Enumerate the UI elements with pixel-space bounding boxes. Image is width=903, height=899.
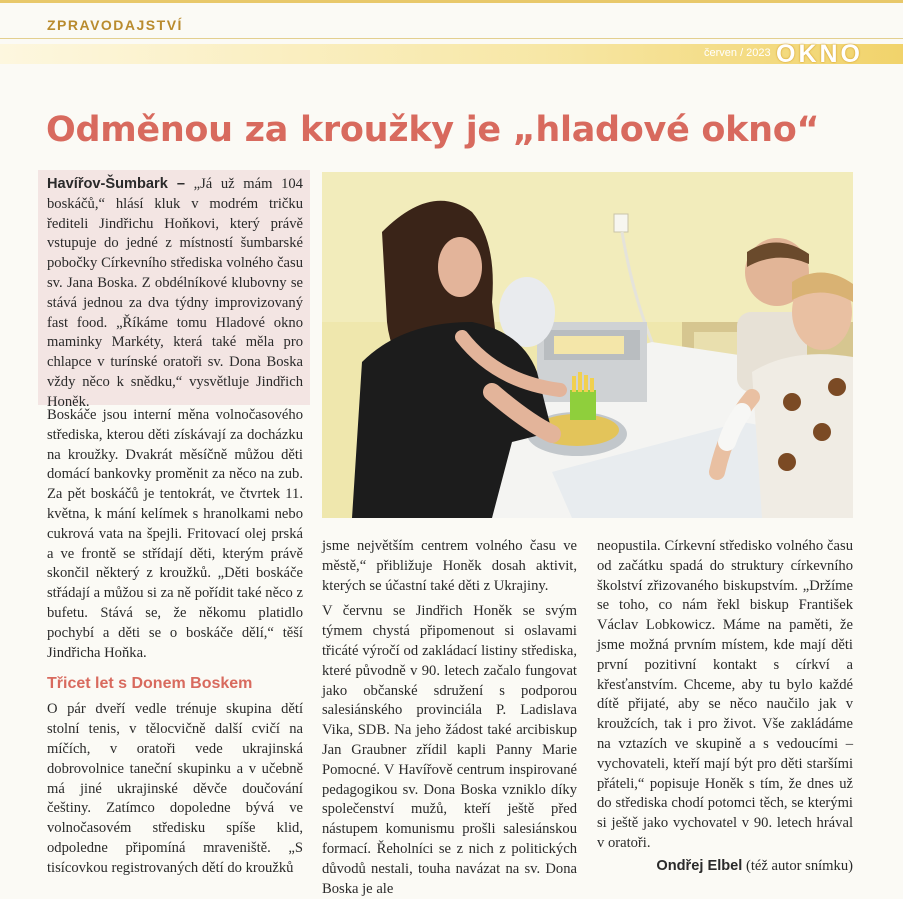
byline-author: Ondřej Elbel [656, 858, 743, 874]
paragraph-3-continued: neopustila. Církevní středisko volného času od začátku spadá do struktury církevního školství zřizovaného biskupstvím. „Držíme se toho, co nám řekl biskup František Václav Lobkowicz. Máme na paměti, že jsme možná prvním místem, kde mají děti první pozitivní kontakt s církví a křesťanstvím. Chceme, aby tu bylo každé dítě přijaté, aby se něco naučilo jak v kroužcích, tak i pro život. Vše zakládáme na vztazích ve skupině a s vedoucími – vychovateli, kteří mají být pro děti staršími přáteli,“ popisuje Honěk s tím, že dnes už do střediska chodí potomci těch, se kterými si ještě jako vychovatel v 90. letech hrával v oratoři. [597, 538, 853, 851]
column-1 [47, 406, 303, 879]
column-2 [322, 537, 577, 899]
issue-date: červen / 2023 [704, 47, 771, 59]
photo-illustration [322, 172, 853, 518]
article-photo [322, 172, 853, 518]
article-headline: Odměnou za kroužky je „hladové okno“ [46, 110, 820, 150]
subheading: Třicet let s Donem Boskem [47, 675, 253, 693]
paragraph-1: Boskáče jsou interní měna volnočasového střediska, kterou děti získávají za docházku na kroužky. Dvakrát měsíčně můžou děti domácí bankovky proměnit za něco na zub. Za pět boskáčů je tentokrát, ve čtvrtek 11. května, k mání kelímek s hranolkami nebo cukrová vata na špejli. Fritovací olej prská a ve frontě se střídají děti, kterým právě skončil některý z kroužků. „Děti boskáče střádají a můžou si za ně pořídit také něco z bufetu. Stává se, že někomu platidlo pochybí a děti se o boskáče dělí,“ těší Jindřicha Hoňka. [47, 407, 303, 661]
lead-place: Havířov-Šumbark – [47, 176, 185, 192]
section-label: ZPRAVODAJSTVÍ [47, 17, 183, 33]
column-3 [597, 537, 853, 854]
byline-note: (též autor snímku) [746, 858, 853, 874]
magazine-name: OKNO [776, 40, 863, 68]
paragraph-3: V červnu se Jindřich Honěk se svým týmem chystá připomenout si oslavami třicáté výročí od zakládací listiny střediska, které původně v 90. letech začalo fungovat jako občanské sdružení s podporou salesiánského provinciála P. Ladislava Vika, SDB. Na jeho žádost také arcibiskup Jan Graubner zřídil kapli Panny Marie Pomocné. V Havířově centrum inspirované pedagogikou sv. Dona Boska vzniklo díky společenství mužů, kteří ještě před nástupem komunismu prošli salesiánskou formací. Řeholníci se z nich z politických důvodů nestali, touha navázat na sv. Dona Boska je ale [322, 603, 577, 897]
paragraph-2: O pár dveří vedle trénuje skupina dětí stolní tenis, v tělocvičně další cvičí na míčích, v oratoři vede ukrajinská dobrovolnice taneční skupinku a v učebně má jiné ukrajinské děvče doučování češtiny. Zatímco dopoledne bývá ve volnočasovém středisku spíše klid, odpoledne připomíná mraveniště. „S tisícovkou registrovaných dětí do kroužků [47, 701, 303, 876]
section-rule [0, 38, 903, 39]
byline [613, 858, 853, 875]
top-rule [0, 0, 903, 3]
lead-paragraph [47, 175, 303, 413]
lead-text: „Já už mám 104 boskáčů,“ hlásí kluk v modrém tričku řediteli Jindřichu Hoňkovi, který právě vstupuje do jedné z místností šumbarské pobočky Církevního střediska volného času sv. Jana Boska. Z obdélníkové klubovny se stává jednou za dva týdny improvizovaný fast food. „Říkáme tomu Hladové okno maminky Markéty, která také měla pro chlapce v turínské oratoři sv. Dona Boska vždy něco k snědku,“ vysvětluje Jindřich Honěk. [47, 176, 303, 410]
paragraph-2-continued: jsme největším centrem volného času ve městě,“ přibližuje Honěk dosah aktivit, kterých se účastní také děti z Ukrajiny. [322, 538, 577, 594]
